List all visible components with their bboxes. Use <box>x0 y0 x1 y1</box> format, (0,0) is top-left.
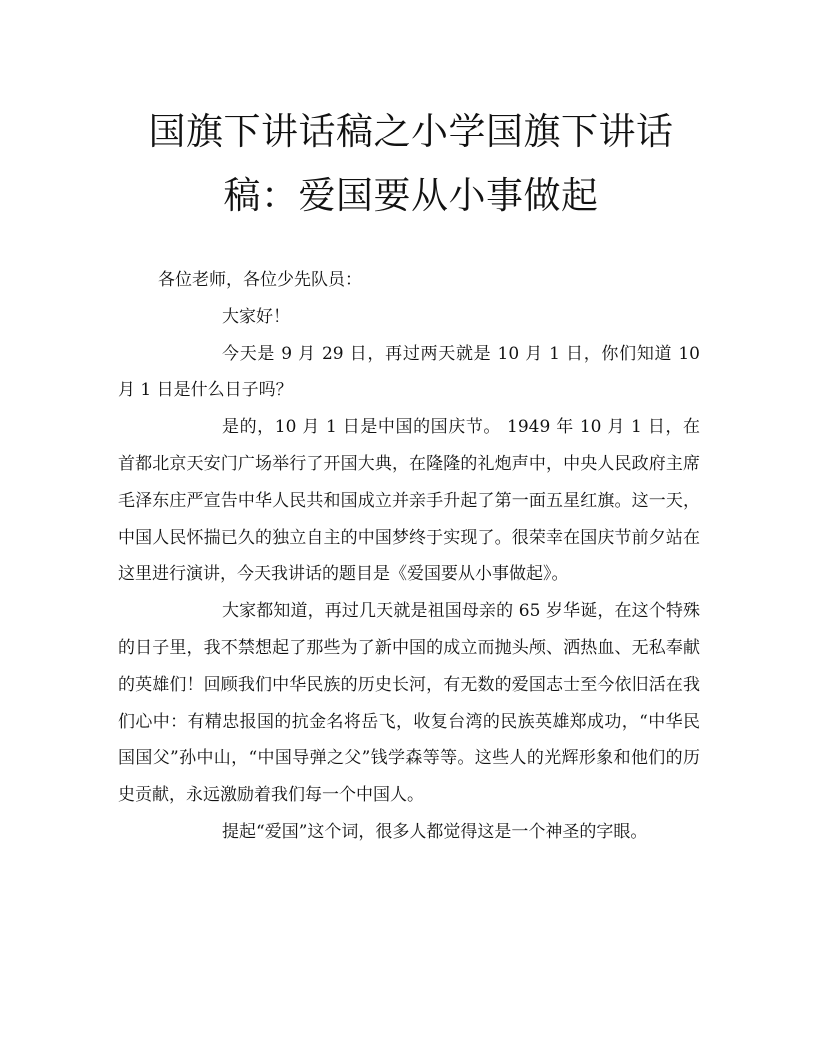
salutation: 各位老师，各位少先队员： <box>158 270 362 290</box>
paragraph-date-question: 今天是 9 月 29 日，再过两天就是 10 月 1 日，你们知道 10 月 1 日是什么日子吗？ <box>118 343 700 401</box>
paragraph-heroes: 大家都知道，再过几天就是祖国母亲的 65 岁华诞，在这个特殊的日子里，我不禁想起了那些为了新中国的成立而抛头颅、洒热血、无私奉献的英雄们！回顾我们中华民族的历史长河，有无数的爱国志士至今依旧活在我们心中：有精忠报国的抗金名将岳飞，收复台湾的民族英雄郑成功，“中华民国国父”孙中山，“中国导弹之父”钱学森等等。这些人的光辉形象和他们的历史贡献，永远激励着我们每一个中国人。 <box>118 601 700 806</box>
document-body <box>118 262 700 851</box>
paragraph-patriotism: 提起“爱国”这个词，很多人都觉得这是一个神圣的字眼。 <box>222 821 648 842</box>
paragraph-national-day: 是的，10 月 1 日是中国的国庆节。 1949 年 10 月 1 日，在首都北京天安门广场举行了开国大典，在隆隆的礼炮声中，中央人民政府主席毛泽东庄严宣告中华人民共和国成立并亲手升起了第一面五星红旗。这一天，中国人民怀揣已久的独立自主的中国梦终于实现了。很荣幸在国庆节前夕站在这里进行演讲，今天我讲话的题目是《爱国要从小事做起》。 <box>118 417 700 585</box>
document-title: 国旗下讲话稿之小学国旗下讲话稿：爱国要从小事做起 <box>148 110 674 217</box>
paragraph-greeting: 大家好！ <box>222 306 290 327</box>
